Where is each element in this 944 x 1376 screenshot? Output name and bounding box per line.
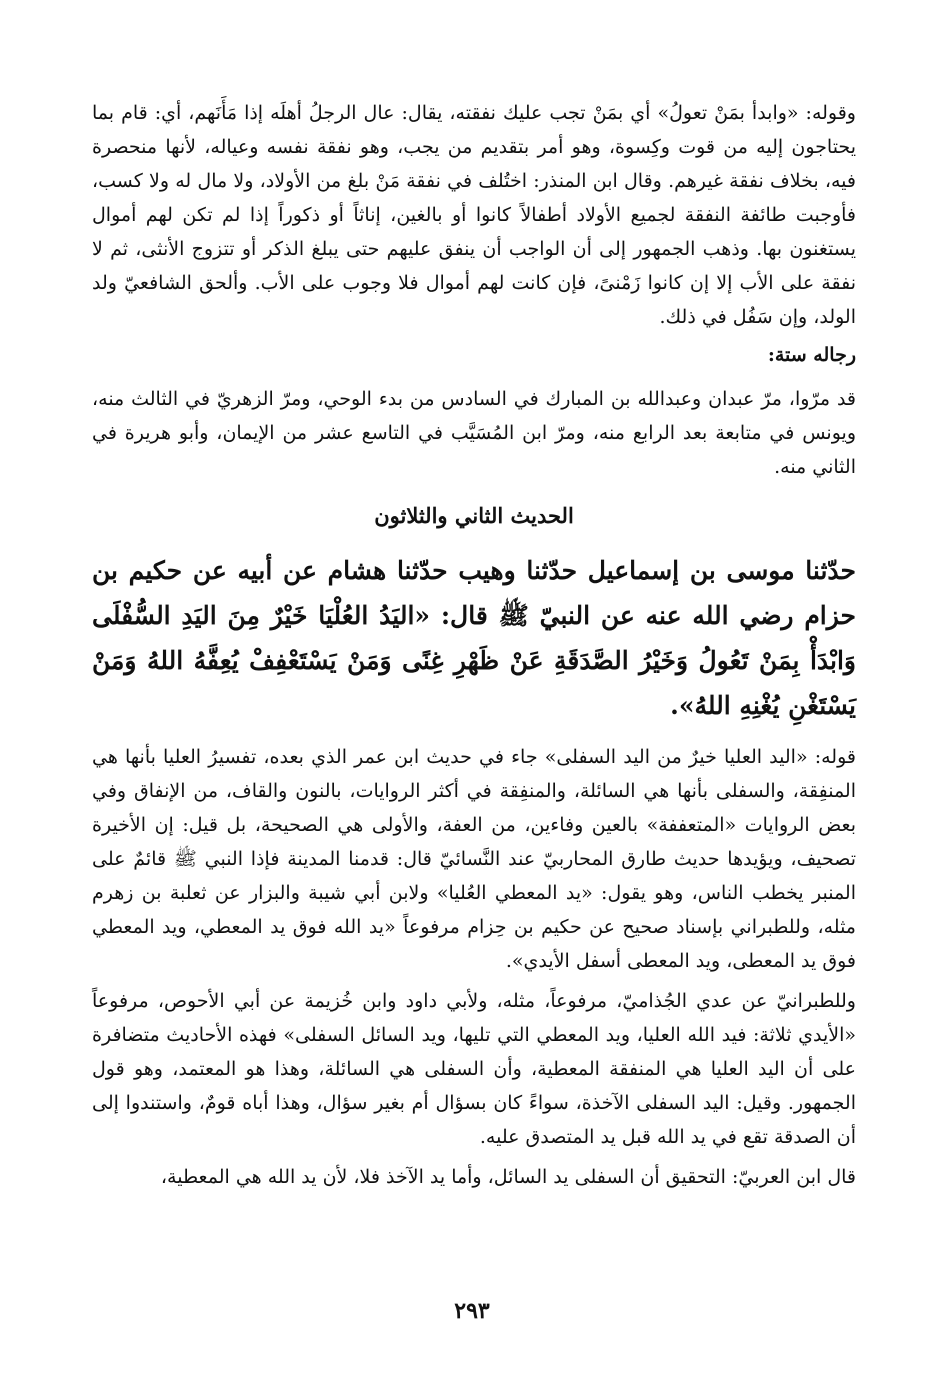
commentary-paragraph-upper-hand: قوله: «اليد العليا خيرٌ من اليد السفلى» جاء في حديث ابن عمر الذي بعده، تفسيرُ العليا بأنها هي المنفِقة، والسفلى بأنها هي السائلة، والمنفِقة في أكثر الروايات، بالنون والقاف، من الإنفاق وفي بعض الروايات «المتعففة» بالعين وفاءين، من العفة، والأولى هي الصحيحة، بل قيل: إن الأخيرة تصحيف، ويؤيدها حديث طارق المحاربيّ عند النَّسائيّ قال: قدمنا المدينة فإذا النبي ﷺ قائمٌ على المنبر يخطب الناس، وهو يقول: «يد المعطي العُليا» ولابن أبي شيبة والبزار عن ثعلبة بن زهرم مثله، وللطبراني بإسناد صحيح عن حكيم بن حِزام مرفوعاً «يد الله فوق يد المعطي، ويد المعطي فوق يد المعطى، ويد المعطى أسفل الأيدي». <box>92 746 856 972</box>
hadith-title: الحديث الثاني والثلاثون <box>374 503 574 528</box>
commentary-paragraph-ibn-al-arabi: قال ابن العربيّ: التحقيق أن السفلى يد السائل، وأما يد الآخذ فلا، لأن يد الله هي المعطية، <box>160 1166 856 1188</box>
page-number: ٢٩٣ <box>454 1298 490 1324</box>
commentary-paragraph-three-hands: وللطبرانيّ عن عدي الجُذاميّ، مرفوعاً، مثله، ولأبي داود وابن خُزيمة عن أبي الأحوص، مرفوعاً «الأيدي ثلاثة: فيد الله العليا، ويد المعطي التي تليها، ويد السائل السفلى» فهذه الأحاديث متضافرة على أن اليد العليا هي المنفقة المعطية، وأن السفلى هي السائلة، وهذا هو المعتمد، وهو قول الجمهور. وقيل: اليد السفلى الآخذة، سواءً كان بسؤال أم بغير سؤال، وهذا أباه قومٌ، واستندوا إلى أن الصدقة تقع في يد الله قبل يد المتصدق عليه. <box>92 990 856 1148</box>
hadith-text: حدّثنا موسى بن إسماعيل حدّثنا وهيب حدّثنا هشام عن أبيه عن حكيم بن حزام رضي الله عنه عن النبيّ ﷺ قال: «اليَدُ العُلْيَا خَيْرٌ مِنَ اليَدِ السُّفْلَى وَابْدَأْ بِمَنْ تَعُولُ وَخَيْرُ الصَّدَقَةِ عَنْ ظَهْرِ غِنًى وَمَنْ يَسْتَعْفِفْ يُعِفَّهُ اللهُ وَمَنْ يَسْتَغْنِ يُغْنِهِ اللهُ». <box>92 556 856 720</box>
narrators-paragraph: قد مرّوا، مرّ عبدان وعبدالله بن المبارك في السادس من بدء الوحي، ومرّ الزهريّ في الثالث منه، ويونس في متابعة بعد الرابع منه، ومرّ ابن المُسَيَّب في التاسع عشر من الإيمان، وأبو هريرة في الثاني منه. <box>92 388 856 478</box>
narrators-heading: رجاله ستة: <box>767 344 856 366</box>
paragraph-maintenance-of-dependents: وقوله: «وابدأ بمَنْ تعولُ» أي بمَنْ تجب عليك نفقته، يقال: عال الرجلُ أهلَه إذا مَأَنَهم، أي: قام بما يحتاجون إليه من قوت وكِسوة، وهو أمر بتقديم من يجب، وهو نفقة نفسه وعياله، لأنها منحصرة فيه، بخلاف نفقة غيرهم. وقال ابن المنذر: اختُلف في نفقة مَنْ بلغ من الأولاد، ولا مال له ولا كسب، فأوجبت طائفة النفقة لجميع الأولاد أطفالاً كانوا أو بالغين، إناثاً أو ذكوراً إذا لم تكن لهم أموال يستغنون بها. وذهب الجمهور إلى أن الواجب أن ينفق عليهم حتى يبلغ الذكر أو تتزوج الأنثى، ثم لا نفقة على الأب إلا إن كانوا زَمْنىً، فإن كانت لهم أموال فلا وجوب على الأب. وألحق الشافعيّ ولد الولد، وإن سَفُل في ذلك. <box>92 102 856 328</box>
